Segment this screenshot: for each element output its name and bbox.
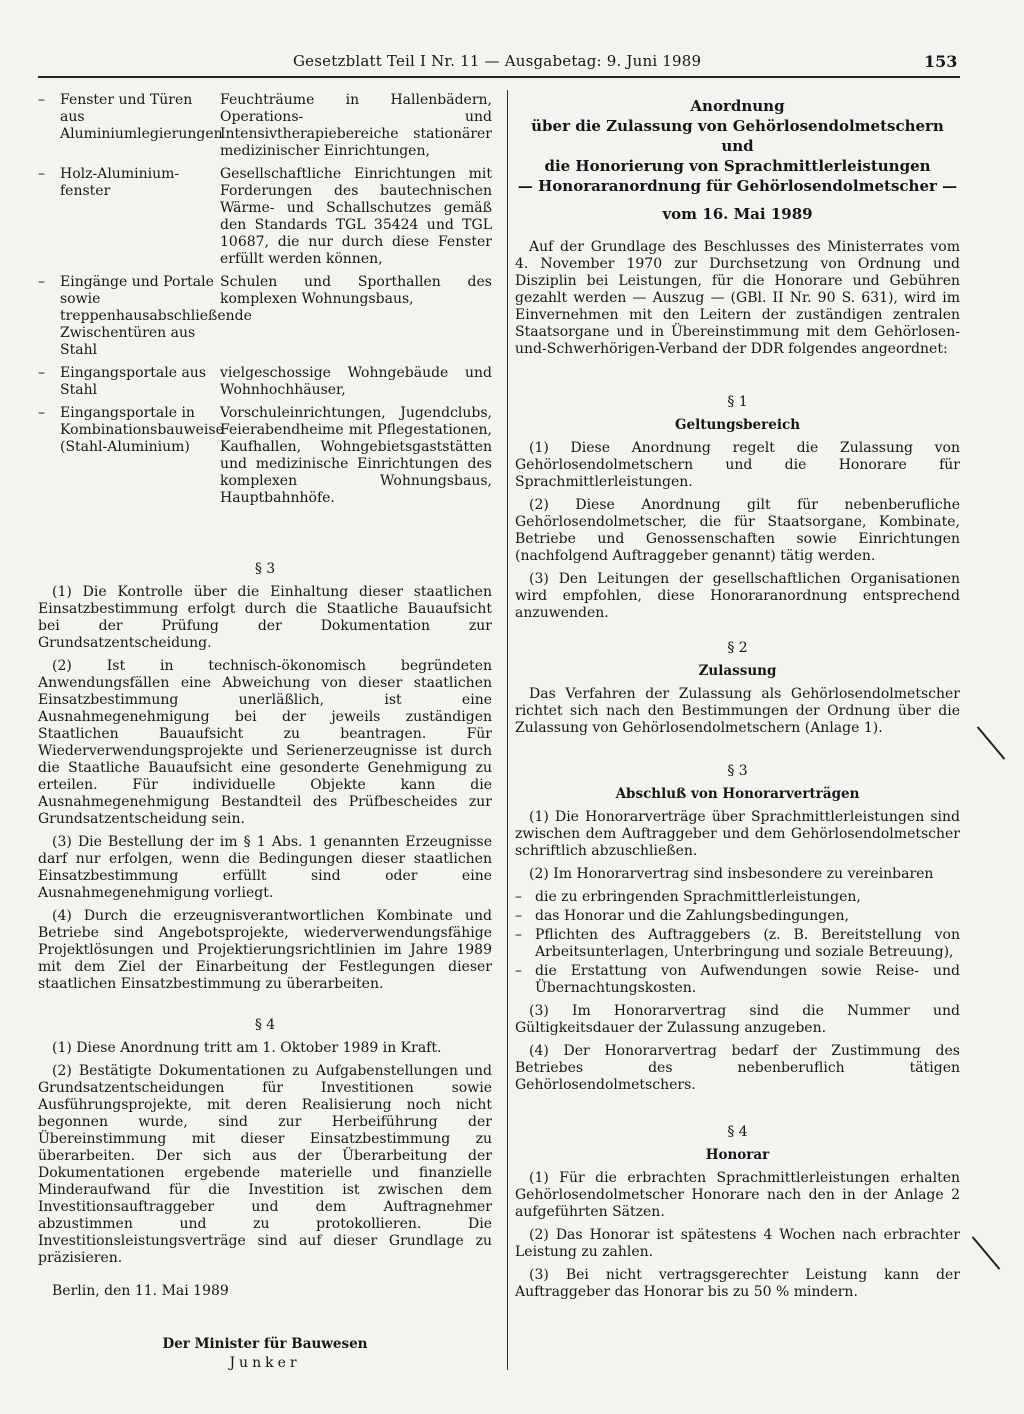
page-number: 153 xyxy=(924,52,958,71)
title-line: die Honorierung von Sprachmittlerleistungen xyxy=(544,157,931,175)
column-divider xyxy=(507,90,508,1370)
paragraph: (4) Der Honorarvertrag bedarf der Zustimmung des Betriebes des nebenberuflich tätigen Gehörlosendolmetschers. xyxy=(515,1043,960,1093)
obligations-list xyxy=(515,889,960,997)
ordinance-title xyxy=(515,96,960,196)
left-column xyxy=(38,92,492,1372)
paragraph: (2) Ist in technisch-ökonomisch begründeten Anwendungsfällen eine Abweichung von dieser staatlichen Einsatzbestimmung unerläßlich, ist eine Ausnahmegenehmigung bei der jeweils zuständigen Staatlichen Bauaufsicht zu beantragen. Für Wiederverwendungsprojekte und Serienerzeugnisse ist durch die Staatliche Bauaufsicht eine gesonderte Genehmigung zu erteilen. Für individuelle Objekte kann die Ausnahmegenehmigung Bestandteil des Prüfbescheides zur Grundsatzentscheidung sein. xyxy=(38,658,492,827)
row-item: Eingangsportale in Kombinationsbauweise (Stahl-Aluminium) xyxy=(60,405,224,455)
section-title: Geltungsbereich xyxy=(674,417,801,433)
paragraph: (1) Die Kontrolle über die Einhaltung dieser staatlichen Einsatzbestimmung erfolgt durch die Staatliche Bauaufsicht bei der Prüfung der Dokumentation zur Grundsatzentscheidung. xyxy=(38,584,492,651)
page-header xyxy=(0,50,1024,76)
list-item: – die Erstattung von Aufwendungen sowie Reise- und Übernachtungskosten. xyxy=(515,963,960,996)
table-row xyxy=(38,274,492,359)
section-heading: § 3 xyxy=(254,561,276,577)
paragraph: (2) Das Honorar ist spätestens 4 Wochen nach erbrachter Leistung zu zahlen. xyxy=(515,1227,960,1260)
paragraph: (3) Bei nicht vertragsgerechter Leistung kann der Auftraggeber das Honorar bis zu 50 % mindern. xyxy=(515,1267,960,1300)
list-item-text: das Honorar und die Zahlungsbedingungen, xyxy=(535,908,849,924)
paragraph: (3) Im Honorarvertrag sind die Nummer und Gültigkeitsdauer der Zulassung anzugeben. xyxy=(515,1003,960,1036)
section-heading: § 3 xyxy=(727,763,748,779)
table-row xyxy=(38,405,492,507)
row-dash: – xyxy=(38,166,45,182)
list-item: – die zu erbringenden Sprachmittlerleistungen, xyxy=(515,889,960,906)
table-row xyxy=(38,365,492,399)
section-title: Zulassung xyxy=(698,663,777,679)
row-use: Vorschuleinrichtungen, Jugendclubs, Feierabendheime mit Pflegestationen, Kaufhallen, Wohngebietsgaststätten und medizinische Einrichtungen des komplexen Wohnungsbaus, Hauptbahnhöfe. xyxy=(220,405,492,506)
paragraph: (3) Die Bestellung der im § 1 Abs. 1 genannten Erzeugnisse darf nur erfolgen, wenn die Bedingungen dieser staatlichen Einsatzbestimmung erfüllt sind oder eine Ausnahmegenehmigung vorliegt. xyxy=(38,834,492,901)
signature-place-date: Berlin, den 11. Mai 1989 xyxy=(52,1283,229,1299)
paragraph: (3) Den Leitungen der gesellschaftlichen Organisationen wird empfohlen, diese Honoraranordnung entsprechend anzuwenden. xyxy=(515,571,960,621)
section-heading: § 2 xyxy=(727,640,748,656)
list-item-text: die Erstattung von Aufwendungen sowie Reise- und Übernachtungskosten. xyxy=(535,963,960,996)
row-dash: – xyxy=(38,405,45,421)
row-item: Eingänge und Portale sowie treppenhausabschließende Zwischentüren aus Stahl xyxy=(60,274,252,358)
materials-table xyxy=(38,92,492,507)
title-line: über die Zulassung von Gehörlosendolmetschern und xyxy=(531,117,944,155)
row-item: Eingangsportale aus Stahl xyxy=(60,365,207,398)
signature-name: Junker xyxy=(229,1355,301,1371)
header-rule xyxy=(38,76,960,78)
margin-mark xyxy=(972,1236,1001,1269)
row-item: Holz-Aluminium-fenster xyxy=(60,166,180,199)
list-item-text: die zu erbringenden Sprachmittlerleistungen, xyxy=(535,889,861,905)
right-column xyxy=(515,92,960,1307)
title-line: — Honoraranordnung für Gehörlosendolmetscher — xyxy=(517,177,958,195)
section-heading: § 1 xyxy=(727,394,748,410)
paragraph: (1) Diese Anordnung regelt die Zulassung von Gehörlosendolmetschern und die Honorare für Sprachmittlerleistungen. xyxy=(515,440,960,490)
paragraph: (1) Die Honorarverträge über Sprachmittlerleistungen sind zwischen dem Auftraggeber und dem Gehörlosendolmetscher schriftlich abzuschließen. xyxy=(515,809,960,859)
row-dash: – xyxy=(38,365,45,381)
row-dash: – xyxy=(38,274,45,290)
ordinance-date: vom 16. Mai 1989 xyxy=(662,205,813,223)
paragraph: Das Verfahren der Zulassung als Gehörlosendolmetscher richtet sich nach den Bestimmungen der Ordnung über die Zulassung von Gehörlosendolmetschern (Anlage 1). xyxy=(515,686,960,736)
paragraph: (2) Bestätigte Dokumentationen zu Aufgabenstellungen und Grundsatzentscheidungen für Investitionen sowie Ausführungsprojekte, mit deren Realisierung noch nicht begonnen wurde, sind zur Herbeiführung der Übereinstimmung mit dieser Einsatzbestimmung zu überarbeiten. Der sich aus der Überarbeitung der Dokumentationen ergebende materielle und finanzielle Minderaufwand für die Investition ist zwischen dem Investitionsauftraggeber und dem Auftragnehmer abzustimmen und zu protokollieren. Die Investitionsleistungsverträge sind auf dieser Grundlage zu präzisieren. xyxy=(38,1063,492,1266)
table-row xyxy=(38,92,492,160)
row-item: Fenster und Türen aus Aluminiumlegierungen xyxy=(60,92,223,142)
row-use: Feuchträume in Hallenbädern, Operations- und Intensivtherapiebereiche stationärer medizinischer Einrichtungen, xyxy=(220,92,492,159)
row-use: Gesellschaftliche Einrichtungen mit Forderungen des bautechnischen Wärme- und Schallschutzes gemäß den Standards TGL 35424 und TGL 10687, die nur durch diese Fenster erfüllt werden können, xyxy=(220,166,492,267)
row-use: Schulen und Sporthallen des komplexen Wohnungsbaus, xyxy=(220,274,492,307)
paragraph: (4) Durch die erzeugnisverantwortlichen Kombinate und Betriebe sind Angebotsprojekte, wiederverwendungsfähige Projektlösungen und Projektierungsrichtlinien im Jahre 1989 mit dem Ziel der Einarbeitung der Festlegungen dieser staatlichen Einsatzbestimmung zu überarbeiten. xyxy=(38,908,492,992)
row-use: vielgeschossige Wohngebäude und Wohnhochhäuser, xyxy=(220,365,492,398)
paragraph: (1) Für die erbrachten Sprachmittlerleistungen erhalten Gehörlosendolmetscher Honorare nach den in der Anlage 2 aufgeführten Sätzen. xyxy=(515,1170,960,1220)
title-line: Anordnung xyxy=(690,97,785,115)
section-heading: § 4 xyxy=(254,1017,276,1033)
table-row xyxy=(38,166,492,268)
list-item: – Pflichten des Auftraggebers (z. B. Bereitstellung von Arbeitsunterlagen, Unterbringung und soziale Betreuung), xyxy=(515,927,960,960)
list-item: – das Honorar und die Zahlungsbedingungen, xyxy=(515,908,960,925)
section-title: Honorar xyxy=(705,1147,770,1163)
list-item-text: Pflichten des Auftraggebers (z. B. Bereitstellung von Arbeitsunterlagen, Unterbringung und soziale Betreuung), xyxy=(535,927,960,960)
paragraph: (1) Diese Anordnung tritt am 1. Oktober 1989 in Kraft. xyxy=(52,1040,442,1056)
section-heading: § 4 xyxy=(727,1124,748,1140)
paragraph: (2) Diese Anordnung gilt für nebenberufliche Gehörlosendolmetscher, die für Staatsorgane, Kombinate, Betriebe und Genossenschaften sowie Einrichtungen (nachfolgend Auftraggeber genannt) tätig werden. xyxy=(515,497,960,564)
paragraph: (2) Im Honorarvertrag sind insbesondere zu vereinbaren xyxy=(529,866,934,882)
signature-title: Der Minister für Bauwesen xyxy=(162,1336,368,1352)
row-dash: – xyxy=(38,92,45,108)
gazette-title: Gesetzblatt Teil I Nr. 11 — Ausgabetag: 9. Juni 1989 xyxy=(293,52,702,70)
preamble: Auf der Grundlage des Beschlusses des Ministerrates vom 4. November 1970 zur Durchsetzung von Ordnung und Disziplin bei Leistungen, für die Honorare und Gebühren gezahlt werden — Auszug — (GBl. II Nr. 90 S. 631), wird im Einvernehmen mit den Leitern der zuständigen zentralen Staatsorgane und in Übereinstimmung mit dem Gehörlosen-und-Schwerhörigen-Verband der DDR folgendes angeordnet: xyxy=(515,239,960,357)
section-title: Abschluß von Honorarverträgen xyxy=(615,786,860,802)
margin-mark xyxy=(977,726,1006,759)
